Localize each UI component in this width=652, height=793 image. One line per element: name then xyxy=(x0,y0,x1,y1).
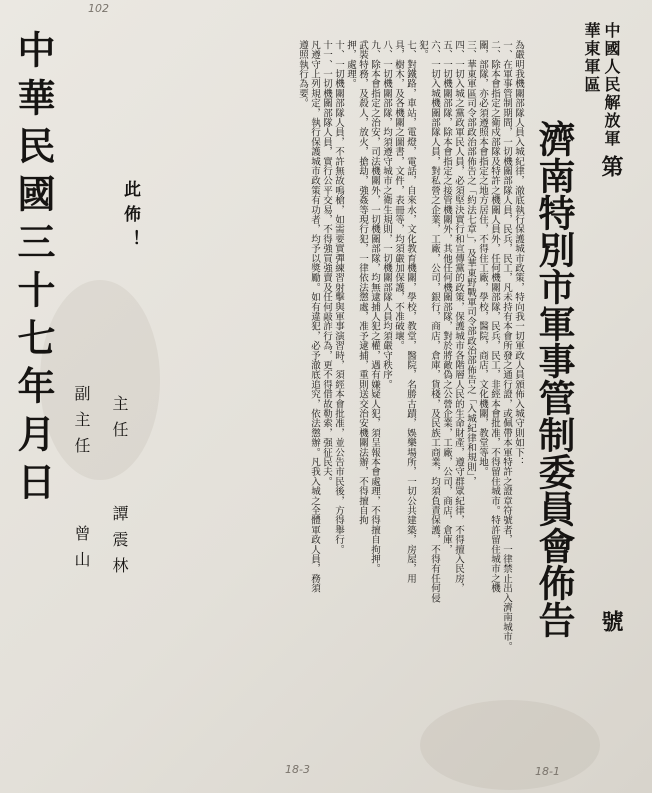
body-line: 凡遵守上列規定，執行保護城市政策有功者，均予以獎勵。如有違犯，必予澈底追究，依法懲辦。凡我入城之全體軍政人員，務須 xyxy=(309,40,320,593)
body-line: 二、除本會指定之衛戍部隊及特許之機關人員外，任何機關部隊，民兵，民工，非經本會批准，不得留住城市。特許留住城市之機 xyxy=(489,40,500,593)
body-line: 八、一切機關部隊，均須遵守城市之衛生規則，一切機關部隊人員均須嚴守秩序。 xyxy=(381,40,392,390)
issuer-line-1: 中國人民解放軍 xyxy=(602,22,621,148)
proclamation-title: 濟南特別市軍事管制委員會佈告 xyxy=(532,120,576,638)
body-line: 遵照執行為要。 xyxy=(297,40,308,108)
body-line: 為嚴明我機關部隊人員入城紀律，澈底執行保護城市政策，特向我一切軍政人員頒佈入城守則如下： xyxy=(513,40,524,467)
vice-chair-name: 曾山 xyxy=(72,525,91,577)
body-line: 十、一切機關部隊人員，不許無故鳴槍，如需要實彈練習射擊與軍事演習時，須經本會批准，並公告市民後，方得舉行。 xyxy=(333,40,344,555)
body-line: 一、在軍事管制期間，一切機關部隊人員，民兵，民工，凡未持有本會所發之通行證，或佩帶本軍特許之證章符號者，一律禁止出入濟南城市。 xyxy=(501,40,512,652)
proclamation-date: 中華民國三十七年月日 xyxy=(11,30,56,510)
body-line: 五、一切機關部隊，除本會指定之接管機關外，其他任何機關部隊，對於將敵偽之公營企業，工廠，公司，商店，倉庫， xyxy=(441,40,452,555)
body-line: 三、華東軍區司令部政治部佈告之「約法七章」，及華東野戰軍司令部政治部佈告之「入城紀律和規則」， xyxy=(465,40,476,487)
body-line: 十一、一切機關部隊人員，實行公平交易，不得強買強賣及任何敲詐行為，更不得借故勒索，强征民夫。 xyxy=(321,40,332,487)
paper-stain xyxy=(420,700,600,790)
body-line: 具，樹木，及各機關之圖書，文件，表冊等，均須嚴加保護，不准破壞。 xyxy=(393,40,404,351)
chair-name: 譚震林 xyxy=(110,505,129,583)
body-line: 六、一切入城機關部隊人員，對私營之企業，工廠，公司，銀行，商店，倉庫，貨棧，及民族工商業，均須負責保護，不得有任何侵 xyxy=(429,40,440,603)
chair-title: 主任 xyxy=(110,395,129,447)
body-line: 押，處理。 xyxy=(345,40,356,89)
body-line: 武裝特務，及殺人，放火，搶劫，強姦等現行犯，一律依法懲處，准予逮捕，重則送交治安機關法辦，不得擅自拘 xyxy=(357,40,368,525)
issuer-line-2: 華東軍區 xyxy=(582,22,601,94)
body-line: 七、對鐵路，車站，電燈，電話，自來水，文化教育機關，學校，教堂，醫院，名勝古蹟，娛樂場所，一切公共建築，房屋，用 xyxy=(405,40,416,584)
archive-number-bottom-right: 18-1 xyxy=(535,765,560,778)
body-line: 犯。 xyxy=(417,40,428,60)
archive-number-top: 102 xyxy=(88,2,109,15)
closing-text: 此佈！ xyxy=(120,180,140,255)
issue-no-di: 第 xyxy=(598,155,624,177)
body-line: 九、除本會指定之治安，司法機關外，一切機關部隊，均無逮捕人犯之權，遇有嫌疑人犯，須呈報本會處理，不得擅自拘押。 xyxy=(369,40,380,574)
vice-chair-title: 副主任 xyxy=(72,385,91,463)
archive-number-bottom-left: 18-3 xyxy=(285,763,310,776)
body-line: 四、一切入城之黨政軍民人員，必須堅決實行和宣傳黨的政策，保護城市各階層人民的生命財產，遵守群眾紀律，不得擅入民房， xyxy=(453,40,464,593)
body-line: 關，部隊，亦必須遵照本會指定之地方居住，不得住工廠，學校，醫院，商店，文化機關，教堂等地。 xyxy=(477,40,488,477)
issue-no-hao: 號 xyxy=(598,610,624,632)
